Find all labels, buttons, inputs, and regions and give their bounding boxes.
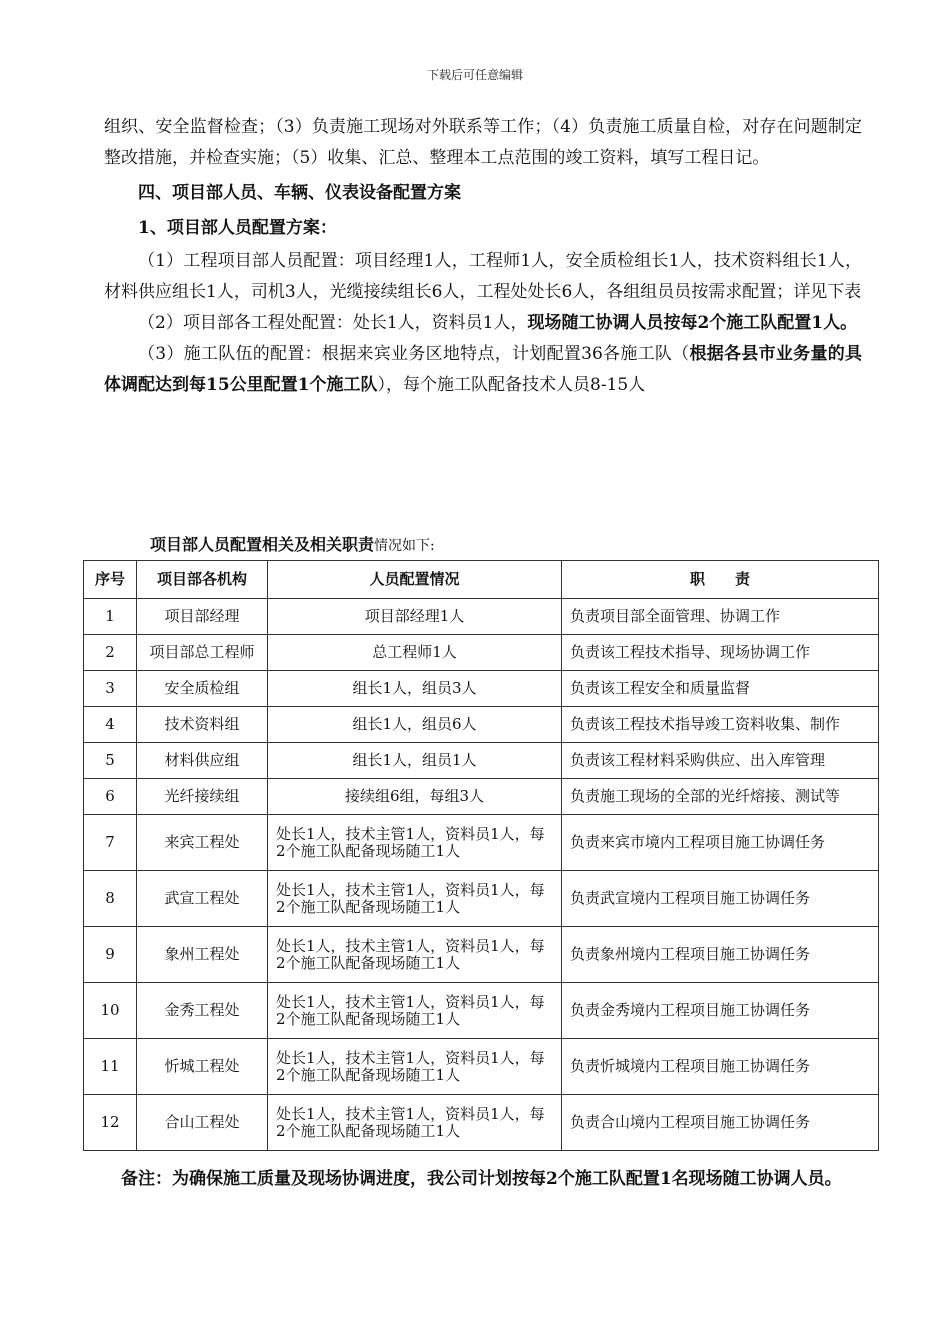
- caption-normal: 情况如下:: [374, 538, 435, 554]
- paragraph-office-config: [104, 308, 862, 339]
- cell-org: 光纤接续组: [137, 779, 268, 815]
- table-row: [84, 599, 879, 635]
- cell-staff: 总工程师1人: [268, 635, 562, 671]
- table-row: [84, 815, 879, 871]
- header-cell-no: 序号: [84, 561, 137, 599]
- cell-duty: 负责合山境内工程项目施工协调任务: [562, 1095, 879, 1151]
- table-row: [84, 1095, 879, 1151]
- cell-duty: 负责象州境内工程项目施工协调任务: [562, 927, 879, 983]
- cell-staff: 组长1人，组员6人: [268, 707, 562, 743]
- cell-org: 材料供应组: [137, 743, 268, 779]
- cell-no: 5: [84, 743, 137, 779]
- cell-org: 象州工程处: [137, 927, 268, 983]
- cell-org: 金秀工程处: [137, 983, 268, 1039]
- cell-no: 4: [84, 707, 137, 743]
- cell-no: 1: [84, 599, 137, 635]
- table-row: [84, 927, 879, 983]
- cell-staff: 处长1人，技术主管1人，资料员1人，每2个施工队配备现场随工1人: [268, 815, 562, 871]
- cell-duty: 负责该工程材料采购供应、出入库管理: [562, 743, 879, 779]
- section-heading: 四、项目部人员、车辆、仪表设备配置方案: [138, 183, 461, 203]
- paragraph-team-config: [104, 339, 862, 401]
- cell-no: 10: [84, 983, 137, 1039]
- cell-no: 2: [84, 635, 137, 671]
- cell-no: 12: [84, 1095, 137, 1151]
- cell-staff: 组长1人，组员1人: [268, 743, 562, 779]
- header-cell-staff: 人员配置情况: [268, 561, 562, 599]
- cell-staff: 项目部经理1人: [268, 599, 562, 635]
- paragraph-duties: 组织、安全监督检查；（3）负责施工现场对外联系等工作；（4）负责施工质量自检，对存在问题制定整改措施，并检查实施；（5）收集、汇总、整理本工点范围的竣工资料，填写工程日记。: [104, 117, 862, 168]
- table-row: [84, 707, 879, 743]
- table-row: [84, 671, 879, 707]
- cell-duty: 负责金秀境内工程项目施工协调任务: [562, 983, 879, 1039]
- cell-no: 3: [84, 671, 137, 707]
- table-row: [84, 871, 879, 927]
- cell-staff: 处长1人，技术主管1人，资料员1人，每2个施工队配备现场随工1人: [268, 927, 562, 983]
- table-header-row: [84, 561, 879, 599]
- table-row: [84, 983, 879, 1039]
- page-header: 下载后可任意编辑: [426, 68, 523, 82]
- table-row: [84, 1039, 879, 1095]
- cell-org: 项目部总工程师: [137, 635, 268, 671]
- table-row: [84, 779, 879, 815]
- paragraph-staff-config: （1）工程项目部人员配置：项目经理1人，工程师1人，安全质检组长1人，技术资料组长1人，材料供应组长1人，司机3人，光缆接续组长6人，工程处处长6人，各组组员员按需求配置；详见下表: [104, 251, 862, 302]
- office-config-text: （2）项目部各工程处配置：处长1人，资料员1人，: [138, 313, 528, 333]
- document-body: [104, 112, 862, 401]
- cell-duty: 负责武宣境内工程项目施工协调任务: [562, 871, 879, 927]
- cell-org: 安全质检组: [137, 671, 268, 707]
- cell-duty: 负责施工现场的全部的光纤熔接、测试等: [562, 779, 879, 815]
- cell-duty: 负责该工程技术指导竣工资料收集、制作: [562, 707, 879, 743]
- team-config-text-b: ），每个施工队配备技术人员8-15人: [377, 375, 646, 395]
- header-cell-duty: 职 责: [562, 561, 879, 599]
- cell-org: 忻城工程处: [137, 1039, 268, 1095]
- cell-no: 7: [84, 815, 137, 871]
- team-config-bold: 根据各县市业务量的具体调配达到每15公里配置1个施工队: [104, 344, 863, 395]
- cell-duty: 负责该工程技术指导、现场协调工作: [562, 635, 879, 671]
- cell-staff: 处长1人，技术主管1人，资料员1人，每2个施工队配备现场随工1人: [268, 1095, 562, 1151]
- caption-bold: 项目部人员配置相关及相关职责: [150, 535, 375, 554]
- table-row: [84, 743, 879, 779]
- team-config-text-a: （3）施工队伍的配置：根据来宾业务区地特点，计划配置36各施工队（: [138, 344, 690, 364]
- header-cell-org: 项目部各机构: [137, 561, 268, 599]
- staff-table: [83, 560, 879, 1151]
- cell-staff: 处长1人，技术主管1人，资料员1人，每2个施工队配备现场随工1人: [268, 983, 562, 1039]
- cell-no: 6: [84, 779, 137, 815]
- cell-staff: 接续组6组，每组3人: [268, 779, 562, 815]
- cell-no: 9: [84, 927, 137, 983]
- cell-no: 11: [84, 1039, 137, 1095]
- cell-org: 来宾工程处: [137, 815, 268, 871]
- cell-staff: 组长1人，组员3人: [268, 671, 562, 707]
- office-config-bold: 现场随工协调人员按每2个施工队配置1人。: [527, 313, 858, 333]
- cell-duty: 负责项目部全面管理、协调工作: [562, 599, 879, 635]
- cell-duty: 负责来宾市境内工程项目施工协调任务: [562, 815, 879, 871]
- footnote-remark: 备注：为确保施工质量及现场协调进度，我公司计划按每2个施工队配置1名现场随工协调人员。: [121, 1169, 842, 1189]
- cell-org: 合山工程处: [137, 1095, 268, 1151]
- cell-org: 项目部经理: [137, 599, 268, 635]
- cell-staff: 处长1人，技术主管1人，资料员1人，每2个施工队配备现场随工1人: [268, 871, 562, 927]
- subsection-heading: 1、项目部人员配置方案：: [138, 218, 337, 238]
- table-caption: [150, 532, 435, 559]
- cell-no: 8: [84, 871, 137, 927]
- table-row: [84, 635, 879, 671]
- cell-duty: 负责忻城境内工程项目施工协调任务: [562, 1039, 879, 1095]
- cell-org: 武宣工程处: [137, 871, 268, 927]
- cell-duty: 负责该工程安全和质量监督: [562, 671, 879, 707]
- cell-staff: 处长1人，技术主管1人，资料员1人，每2个施工队配备现场随工1人: [268, 1039, 562, 1095]
- cell-org: 技术资料组: [137, 707, 268, 743]
